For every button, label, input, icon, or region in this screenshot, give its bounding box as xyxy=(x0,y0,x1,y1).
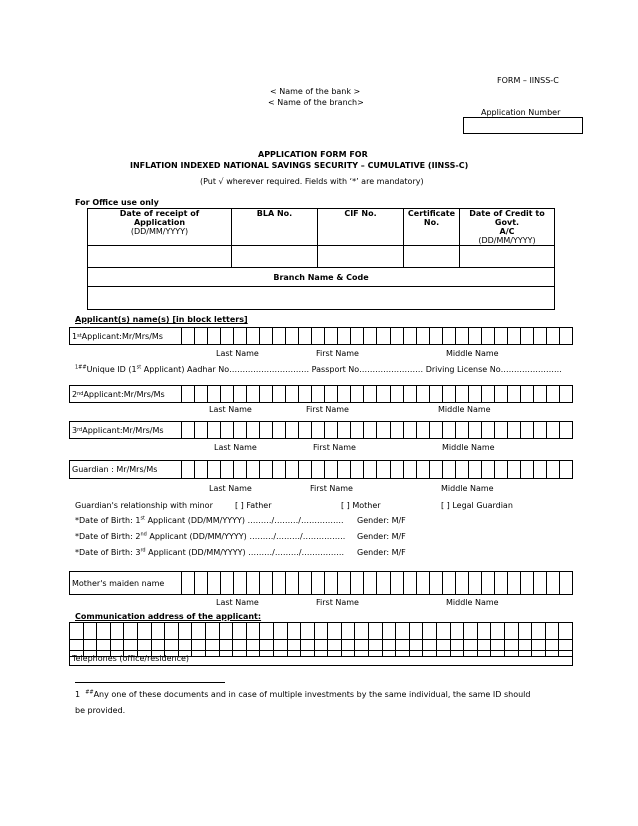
guardian-relationship-label: Guardian's relationship with minor xyxy=(75,501,213,510)
branch-name-code-cell[interactable] xyxy=(88,287,555,310)
third-applicant-name-row[interactable] xyxy=(69,421,573,439)
telephones-label: Telephones (office/residence) xyxy=(72,654,190,663)
name-part-middle: Middle Name xyxy=(442,443,495,452)
form-code: FORM – IINSS-C xyxy=(497,76,559,85)
cif-no-cell[interactable] xyxy=(318,246,404,268)
footnote-text: 1 ##Any one of these documents and in case of multiple investments by the same individual, the same ID should xyxy=(75,689,531,699)
form-instruction: (Put √ wherever required. Fields with ‘*’ are mandatory) xyxy=(200,177,424,186)
name-part-last: Last Name xyxy=(216,598,259,607)
bank-name: < Name of the bank > xyxy=(270,87,361,96)
office-use-table xyxy=(87,208,555,310)
guardian-name-row[interactable] xyxy=(69,460,573,479)
first-applicant-label: 1 st Applicant:Mr/Mrs/Ms xyxy=(70,328,182,344)
credit-date-header-2: A/C xyxy=(499,227,515,236)
name-part-last: Last Name xyxy=(216,349,259,358)
relationship-mother-checkbox[interactable]: [ ] Mother xyxy=(341,501,381,510)
third-applicant-label: 3 rd Applicant:Mr/Mrs/Ms xyxy=(70,422,182,438)
certificate-no-cell[interactable] xyxy=(404,246,460,268)
dob-first-applicant: *Date of Birth: 1st Applicant (DD/MM/YYYY) ………/………/……………. xyxy=(75,515,344,525)
name-part-last: Last Name xyxy=(209,405,252,414)
unique-id-line: $^{1\#\#}$Unique ID (1st Applicant) Aadhar No………………………… Passport No…………………… Driving License No………………….. xyxy=(75,364,562,374)
address-heading: Communication address of the applicant: xyxy=(75,612,262,621)
first-applicant-name-row[interactable] xyxy=(69,327,573,345)
cif-no-header: CIF No. xyxy=(344,209,377,218)
name-part-middle: Middle Name xyxy=(446,349,499,358)
relationship-legal-guardian-checkbox[interactable]: [ ] Legal Guardian xyxy=(441,501,513,510)
form-title-line1: APPLICATION FORM FOR xyxy=(258,150,368,159)
application-number-box[interactable] xyxy=(463,117,583,134)
credit-date-header: Date of Credit to Govt. xyxy=(469,209,545,227)
footnote-divider xyxy=(75,682,225,683)
mother-maiden-name-label: Mother's maiden name xyxy=(70,572,182,594)
application-number-label: Application Number xyxy=(481,108,561,117)
name-part-first: First Name xyxy=(306,405,349,414)
gender-first-applicant[interactable]: Gender: M/F xyxy=(357,516,406,525)
branch-name: < Name of the branch> xyxy=(268,98,364,107)
gender-second-applicant[interactable]: Gender: M/F xyxy=(357,532,406,541)
name-part-first: First Name xyxy=(316,349,359,358)
name-part-first: First Name xyxy=(310,484,353,493)
dob-third-applicant: *Date of Birth: 3rd Applicant (DD/MM/YYYY) ………/………/……………. xyxy=(75,547,345,557)
name-part-middle: Middle Name xyxy=(446,598,499,607)
telephones-field[interactable] xyxy=(69,650,573,666)
footnote-text-2: be provided. xyxy=(75,706,126,715)
second-applicant-name-row[interactable] xyxy=(69,385,573,403)
bla-no-header: BLA No. xyxy=(256,209,293,218)
certificate-no-header: Certificate xyxy=(407,209,456,218)
name-part-first: First Name xyxy=(313,443,356,452)
applicants-heading: Applicant(s) name(s) [in block letters] xyxy=(75,315,248,324)
office-use-heading: For Office use only xyxy=(75,198,159,207)
receipt-date-format: (DD/MM/YYYY) xyxy=(130,227,189,236)
branch-name-code-label: Branch Name & Code xyxy=(273,272,369,282)
credit-date-format: (DD/MM/YYYY) xyxy=(478,236,536,245)
guardian-label: Guardian : Mr/Mrs/Ms xyxy=(70,461,182,478)
dob-second-applicant: *Date of Birth: 2nd Applicant (DD/MM/YYYY) ………/………/……………. xyxy=(75,531,346,541)
relationship-father-checkbox[interactable]: [ ] Father xyxy=(235,501,272,510)
mother-maiden-name-row[interactable] xyxy=(69,571,573,595)
name-part-last: Last Name xyxy=(209,484,252,493)
receipt-date-header-2: Application xyxy=(133,218,186,227)
name-part-first: First Name xyxy=(316,598,359,607)
certificate-no-header-2: No. xyxy=(423,218,440,227)
gender-third-applicant[interactable]: Gender: M/F xyxy=(357,548,406,557)
credit-date-cell[interactable] xyxy=(460,246,555,268)
second-applicant-label: 2 nd Applicant:Mr/Mrs/Ms xyxy=(70,386,182,402)
name-part-middle: Middle Name xyxy=(438,405,491,414)
name-part-last: Last Name xyxy=(214,443,257,452)
bla-no-cell[interactable] xyxy=(232,246,318,268)
receipt-date-cell[interactable] xyxy=(88,246,232,268)
form-title-line2: INFLATION INDEXED NATIONAL SAVINGS SECURITY – CUMULATIVE (IINSS-C) xyxy=(130,161,469,170)
receipt-date-header: Date of receipt of xyxy=(119,209,200,218)
name-part-middle: Middle Name xyxy=(441,484,494,493)
